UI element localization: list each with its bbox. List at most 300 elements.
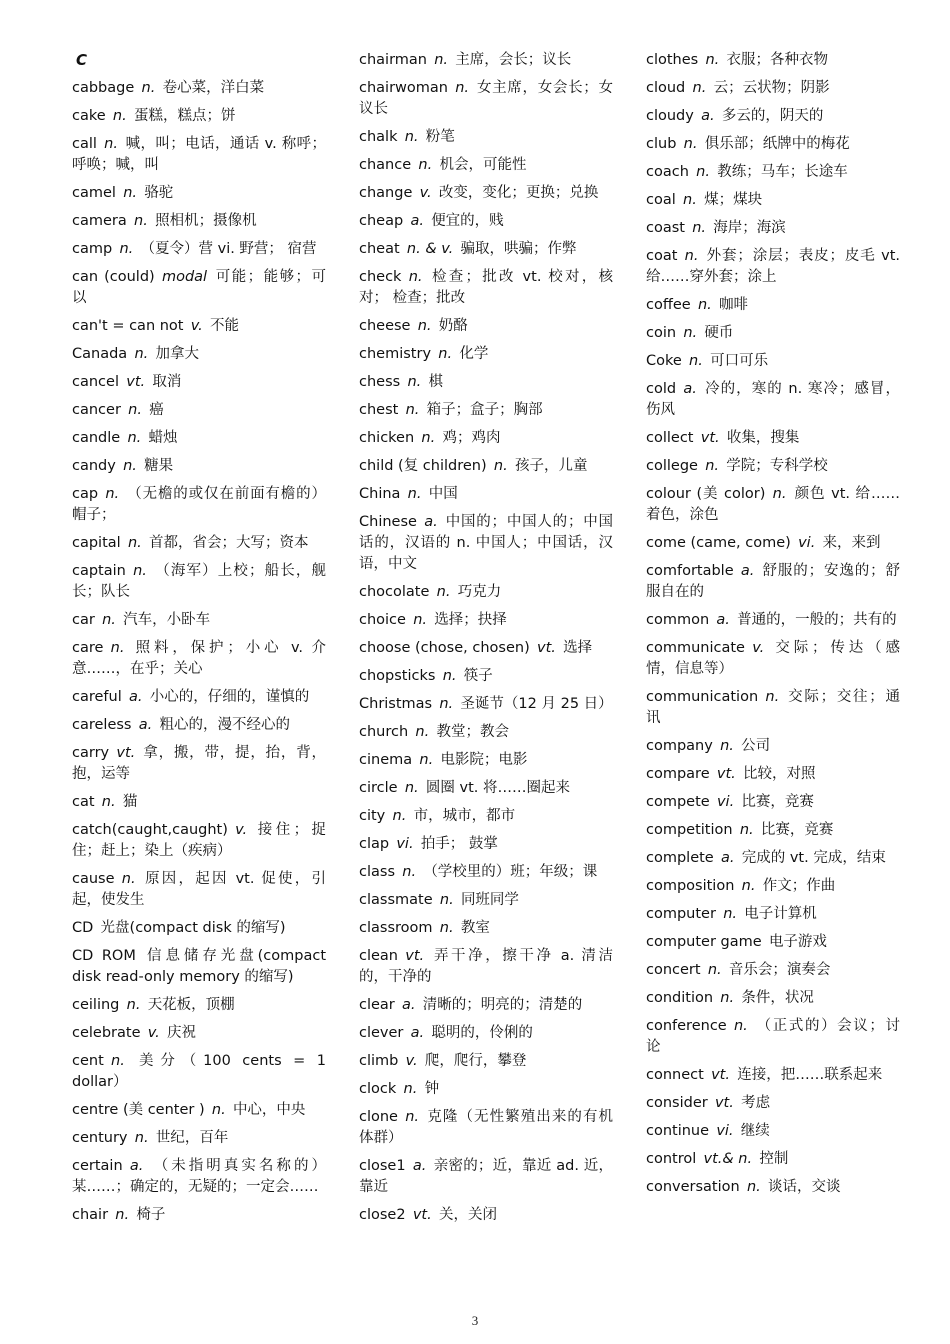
part-of-speech: n. xyxy=(419,752,434,768)
dictionary-entry xyxy=(359,918,613,939)
headword: child (复 children) xyxy=(359,458,487,474)
headword: careful xyxy=(72,689,122,705)
column-3 xyxy=(646,50,900,1205)
dictionary-entry xyxy=(72,946,326,988)
definition: 信息储存光盘(compact disk read-only memory 的缩写) xyxy=(72,948,327,985)
dictionary-entry xyxy=(72,456,326,477)
definition: 克隆（无性繁殖出来的有机体群） xyxy=(359,1109,613,1146)
part-of-speech: vi. xyxy=(798,535,816,551)
part-of-speech: n. xyxy=(442,668,457,684)
part-of-speech: vt. xyxy=(116,745,136,761)
part-of-speech: n. xyxy=(739,822,754,838)
headword: cinema xyxy=(359,752,413,768)
headword: coach xyxy=(646,164,689,180)
dictionary-entry xyxy=(359,155,613,176)
part-of-speech: n. xyxy=(689,353,703,369)
part-of-speech: n. xyxy=(692,220,707,236)
definition: 中国 xyxy=(428,486,458,502)
part-of-speech: n. xyxy=(404,129,419,145)
dictionary-entry xyxy=(359,995,613,1016)
headword: church xyxy=(359,724,409,740)
definition: 完成的 vt. 完成，结束 xyxy=(741,850,886,866)
column-2 xyxy=(359,50,613,1233)
definition: 继续 xyxy=(740,1123,770,1139)
definition: 拿，搬，带，提，抬，背，抱，运等 xyxy=(72,745,326,782)
headword: chairman xyxy=(359,52,427,68)
part-of-speech: n. xyxy=(697,297,712,313)
dictionary-entry xyxy=(359,1023,613,1044)
dictionary-entry xyxy=(646,246,900,288)
part-of-speech: n. xyxy=(101,794,116,810)
definition: 便宜的，贱 xyxy=(431,213,504,229)
definition: 蛋糕，糕点；饼 xyxy=(133,108,236,124)
part-of-speech: modal xyxy=(161,269,208,285)
part-of-speech: n. xyxy=(741,878,756,894)
part-of-speech: vi. xyxy=(716,794,735,810)
definition: 光盘(compact disk 的缩写) xyxy=(100,920,286,936)
dictionary-entry xyxy=(646,134,900,155)
dictionary-entry xyxy=(359,1205,613,1226)
headword: camp xyxy=(72,241,113,257)
dictionary-entry xyxy=(646,1016,900,1058)
definition: 椅子 xyxy=(136,1207,166,1223)
headword: clear xyxy=(359,997,395,1013)
headword: cheat xyxy=(359,241,400,257)
part-of-speech: n. xyxy=(723,906,737,922)
definition: 舒服的；安逸的；舒服自在的 xyxy=(646,563,900,600)
headword: clock xyxy=(359,1081,397,1097)
dictionary-entry xyxy=(646,848,900,869)
definition: 海岸；海滨 xyxy=(713,220,786,236)
headword: camera xyxy=(72,213,127,229)
dictionary-entry xyxy=(72,484,326,526)
part-of-speech: n. xyxy=(692,80,707,96)
headword: clap xyxy=(359,836,390,852)
headword: chess xyxy=(359,374,401,390)
dictionary-entry xyxy=(646,50,900,71)
definition: 箱子；盒子；胸部 xyxy=(426,402,543,418)
definition: 钟 xyxy=(424,1081,440,1097)
dictionary-entry xyxy=(646,792,900,813)
dictionary-entry xyxy=(646,351,900,372)
part-of-speech: a. xyxy=(701,108,715,124)
definition: 孩子，儿童 xyxy=(514,458,588,474)
dictionary-entry xyxy=(359,806,613,827)
headword: condition xyxy=(646,990,714,1006)
dictionary-entry xyxy=(646,1065,900,1086)
part-of-speech: a. xyxy=(424,514,438,530)
definition: 汽车，小卧车 xyxy=(123,612,211,628)
headword: captain xyxy=(72,563,126,579)
dictionary-entry xyxy=(646,1149,900,1170)
dictionary-entry xyxy=(359,512,613,575)
definition: 癌 xyxy=(149,402,164,418)
headword: complete xyxy=(646,850,714,866)
definition: 考虑 xyxy=(741,1095,771,1111)
definition: 筷子 xyxy=(463,668,493,684)
definition: 聪明的，伶俐的 xyxy=(431,1025,533,1041)
headword: coal xyxy=(646,192,676,208)
part-of-speech: vt. xyxy=(714,1095,734,1111)
definition: 不能 xyxy=(210,318,240,334)
part-of-speech: n. xyxy=(405,1109,420,1125)
part-of-speech: n. xyxy=(417,318,432,334)
dictionary-entry xyxy=(72,743,326,785)
definition: 小心的，仔细的，谨慎的 xyxy=(149,689,310,705)
part-of-speech: n. xyxy=(104,136,118,152)
part-of-speech: n. xyxy=(110,640,125,656)
headword: colour (美 color) xyxy=(646,486,766,502)
dictionary-entry xyxy=(359,582,613,603)
dictionary-entry xyxy=(72,687,326,708)
dictionary-entry xyxy=(359,778,613,799)
part-of-speech: n. xyxy=(134,1130,149,1146)
dictionary-entry xyxy=(72,820,326,862)
dictionary-entry xyxy=(72,372,326,393)
definition: 蜡烛 xyxy=(148,430,178,446)
part-of-speech: n. xyxy=(683,192,697,208)
headword: CD xyxy=(72,920,94,936)
dictionary-entry xyxy=(72,106,326,127)
part-of-speech: n. & v. xyxy=(406,241,454,257)
part-of-speech: n. xyxy=(418,157,433,173)
headword: Coke xyxy=(646,353,682,369)
dictionary-entry xyxy=(72,1156,326,1198)
dictionary-entry xyxy=(646,687,900,729)
definition: （未指明真实名称的）某……；确定的，无疑的；一定会…… xyxy=(72,1158,326,1195)
headword: concert xyxy=(646,962,701,978)
dictionary-entry xyxy=(646,764,900,785)
dictionary-entry xyxy=(646,379,900,421)
definition: 煤；煤块 xyxy=(704,192,763,208)
headword: cancer xyxy=(72,402,121,418)
dictionary-entry xyxy=(359,694,613,715)
headword: close2 xyxy=(359,1207,406,1223)
definition: 比较，对照 xyxy=(743,766,816,782)
definition: （正式的）会议；讨论 xyxy=(646,1018,900,1055)
part-of-speech: vt.& n. xyxy=(703,1151,753,1167)
headword: collect xyxy=(646,430,694,446)
headword: competition xyxy=(646,822,733,838)
dictionary-entry xyxy=(72,428,326,449)
dictionary-entry xyxy=(72,561,326,603)
part-of-speech: n. xyxy=(403,1081,418,1097)
definition: （无檐的或仅在前面有檐的）帽子； xyxy=(72,486,326,523)
definition: 加拿大 xyxy=(155,346,199,362)
part-of-speech: v. xyxy=(190,318,203,334)
headword: classmate xyxy=(359,892,433,908)
part-of-speech: vt. xyxy=(126,374,146,390)
dictionary-entry xyxy=(359,400,613,421)
part-of-speech: a. xyxy=(740,563,755,579)
dictionary-entry xyxy=(646,736,900,757)
dictionary-entry xyxy=(646,960,900,981)
part-of-speech: v. xyxy=(147,1025,160,1041)
dictionary-entry xyxy=(72,638,326,680)
definition: 骆驼 xyxy=(144,185,174,201)
part-of-speech: n. xyxy=(707,962,722,978)
dictionary-entry xyxy=(646,533,900,554)
definition: 清晰的；明亮的；清楚的 xyxy=(422,997,583,1013)
dictionary-entry xyxy=(72,995,326,1016)
part-of-speech: n. xyxy=(112,108,127,124)
dictionary-entry xyxy=(646,428,900,449)
dictionary-entry xyxy=(359,239,613,260)
definition: 控制 xyxy=(759,1151,789,1167)
definition: 圆圈 vt. 将……圈起来 xyxy=(425,780,570,796)
headword: conference xyxy=(646,1018,727,1034)
part-of-speech: a. xyxy=(138,717,153,733)
headword: centre (美 center ) xyxy=(72,1102,205,1118)
headword: chance xyxy=(359,157,412,173)
dictionary-entry xyxy=(72,78,326,99)
headword: Canada xyxy=(72,346,128,362)
dictionary-entry xyxy=(72,239,326,260)
headword: control xyxy=(646,1151,697,1167)
headword: camel xyxy=(72,185,116,201)
headword: clone xyxy=(359,1109,398,1125)
dictionary-entry xyxy=(646,1121,900,1142)
dictionary-entry xyxy=(72,316,326,337)
part-of-speech: vt. xyxy=(711,1067,730,1083)
part-of-speech: n. xyxy=(128,402,142,418)
definition: 弄干净，擦干净 a. 清洁的，干净的 xyxy=(359,948,613,985)
dictionary-entry xyxy=(359,834,613,855)
definition: 音乐会；演奏会 xyxy=(728,962,831,978)
definition: 市，城市，都市 xyxy=(413,808,516,824)
dictionary-entry xyxy=(359,50,613,71)
headword: coast xyxy=(646,220,685,236)
headword: clothes xyxy=(646,52,699,68)
headword: cheese xyxy=(359,318,411,334)
part-of-speech: a. xyxy=(402,997,416,1013)
definition: 比赛，竞赛 xyxy=(741,794,814,810)
definition: 中心，中央 xyxy=(232,1102,306,1118)
dictionary-entry xyxy=(359,946,613,988)
part-of-speech: n. xyxy=(102,612,116,628)
definition: 同班同学 xyxy=(460,892,519,908)
dictionary-entry xyxy=(72,533,326,554)
definition: （海军）上校；船长，舰长；队长 xyxy=(72,563,326,600)
headword: clever xyxy=(359,1025,404,1041)
dictionary-entry xyxy=(359,638,613,659)
definition: 圣诞节（12 月 25 日） xyxy=(460,696,613,712)
part-of-speech: n. xyxy=(493,458,508,474)
definition: 世纪，百年 xyxy=(155,1130,229,1146)
headword: China xyxy=(359,486,401,502)
part-of-speech: n. xyxy=(765,689,780,705)
dictionary-entry xyxy=(359,1051,613,1072)
definition: 连接，把……联系起来 xyxy=(737,1067,883,1083)
headword: ceiling xyxy=(72,997,120,1013)
part-of-speech: n. xyxy=(123,185,137,201)
dictionary-entry xyxy=(72,869,326,911)
part-of-speech: vt. xyxy=(716,766,736,782)
definition: 巧克力 xyxy=(457,584,502,600)
part-of-speech: n. xyxy=(733,1018,748,1034)
definition: 硬币 xyxy=(704,325,734,341)
dictionary-entry xyxy=(646,988,900,1009)
definition: 电子计算机 xyxy=(744,906,817,922)
dictionary-entry xyxy=(72,1128,326,1149)
definition: 奶酪 xyxy=(438,318,468,334)
definition: 云；云状物；阴影 xyxy=(713,80,830,96)
dictionary-entry xyxy=(646,904,900,925)
definition: 鸡；鸡肉 xyxy=(442,430,501,446)
dictionary-entry xyxy=(359,211,613,232)
part-of-speech: n. xyxy=(127,535,142,551)
part-of-speech: n. xyxy=(720,738,734,754)
headword: CD ROM xyxy=(72,948,136,964)
dictionary-entry xyxy=(359,890,613,911)
definition: 可能；能够；可以 xyxy=(72,269,326,306)
dictionary-entry xyxy=(359,344,613,365)
headword: change xyxy=(359,185,413,201)
headword: candy xyxy=(72,458,116,474)
headword: consider xyxy=(646,1095,708,1111)
part-of-speech: n. xyxy=(405,402,420,418)
part-of-speech: n. xyxy=(404,780,419,796)
definition: 首都，省会；大写；资本 xyxy=(149,535,309,551)
part-of-speech: n. xyxy=(407,374,422,390)
headword: catch(caught,caught) xyxy=(72,822,228,838)
headword: capital xyxy=(72,535,121,551)
dictionary-entry xyxy=(359,666,613,687)
definition: 学院；专科学校 xyxy=(726,458,828,474)
headword: chocolate xyxy=(359,584,430,600)
definition: 教练；马车；长途车 xyxy=(717,164,848,180)
dictionary-entry xyxy=(359,484,613,505)
headword: candle xyxy=(72,430,121,446)
definition: 粗心的，漫不经心的 xyxy=(159,717,290,733)
definition: 作文；作曲 xyxy=(762,878,836,894)
part-of-speech: n. xyxy=(141,80,156,96)
dictionary-entry xyxy=(646,932,900,953)
definition: 庆祝 xyxy=(167,1025,197,1041)
part-of-speech: n. xyxy=(134,346,149,362)
definition: 喊，叫；电话，通话 v. 称呼；呼唤；喊，叫 xyxy=(72,136,326,173)
part-of-speech: v. xyxy=(752,640,765,656)
definition: 电影院；电影 xyxy=(440,752,528,768)
definition: 条件，状况 xyxy=(741,990,814,1006)
part-of-speech: a. xyxy=(129,689,143,705)
section-letter: C xyxy=(76,51,88,69)
definition: 公司 xyxy=(741,738,771,754)
definition: 交际；交往；通讯 xyxy=(646,689,900,726)
definition: 亲密的；近，靠近 ad. 近，靠近 xyxy=(359,1158,613,1195)
part-of-speech: n. xyxy=(105,486,120,502)
dictionary-entry xyxy=(359,1079,613,1100)
part-of-speech: n. xyxy=(415,724,430,740)
part-of-speech: a. xyxy=(683,381,697,397)
part-of-speech: vt. xyxy=(405,948,425,964)
headword: cap xyxy=(72,486,99,502)
part-of-speech: n. xyxy=(127,430,142,446)
part-of-speech: n. xyxy=(720,990,735,1006)
headword: can't = can not xyxy=(72,318,184,334)
part-of-speech: a. xyxy=(129,1158,144,1174)
dictionary-entry xyxy=(646,484,900,526)
dictionary-entry xyxy=(359,267,613,309)
part-of-speech: n. xyxy=(111,1053,125,1069)
dictionary-entry xyxy=(646,820,900,841)
dictionary-entry xyxy=(646,78,900,99)
definition: 收集，搜集 xyxy=(726,430,800,446)
dictionary-entry xyxy=(72,400,326,421)
headword: chair xyxy=(72,1207,109,1223)
part-of-speech: n. xyxy=(123,458,137,474)
dictionary-entry xyxy=(72,134,326,176)
dictionary-entry xyxy=(646,561,900,603)
definition: 颜色 vt. 给……着色，涂色 xyxy=(646,486,900,523)
dictionary-entry xyxy=(359,183,613,204)
definition: 来，来到 xyxy=(822,535,881,551)
dictionary-entry xyxy=(359,610,613,631)
column-1 xyxy=(72,50,326,1233)
dictionary-entry xyxy=(646,323,900,344)
part-of-speech: n. xyxy=(413,612,428,628)
headword: celebrate xyxy=(72,1025,141,1041)
part-of-speech: a. xyxy=(410,213,424,229)
dictionary-entry xyxy=(646,162,900,183)
headword: cent xyxy=(72,1053,104,1069)
part-of-speech: vt. xyxy=(700,430,720,446)
headword: class xyxy=(359,864,395,880)
dictionary-entry xyxy=(72,1051,326,1093)
definition: 主席，会长；议长 xyxy=(455,52,572,68)
dictionary-entry xyxy=(646,295,900,316)
part-of-speech: n. xyxy=(438,346,453,362)
headword: cheap xyxy=(359,213,404,229)
part-of-speech: n. xyxy=(119,241,134,257)
definition: 糖果 xyxy=(144,458,174,474)
headword: composition xyxy=(646,878,735,894)
definition: 机会，可能性 xyxy=(439,157,527,173)
dictionary-entry xyxy=(72,715,326,736)
definition: 猫 xyxy=(122,794,138,810)
dictionary-entry xyxy=(72,610,326,631)
headword: care xyxy=(72,640,104,656)
part-of-speech: n. xyxy=(683,136,698,152)
part-of-speech: n. xyxy=(133,563,147,579)
part-of-speech: a. xyxy=(410,1025,425,1041)
headword: cake xyxy=(72,108,106,124)
definition: 咖啡 xyxy=(719,297,748,313)
definition: 改变，变化；更换；兑换 xyxy=(438,185,599,201)
headword: cold xyxy=(646,381,677,397)
headword: careless xyxy=(72,717,132,733)
definition: 化学 xyxy=(459,346,489,362)
definition: 俱乐部；纸牌中的梅花 xyxy=(704,136,850,152)
headword: computer xyxy=(646,906,716,922)
definition: 选择 xyxy=(563,640,593,656)
definition: 教堂；教会 xyxy=(436,724,509,740)
headword: circle xyxy=(359,780,398,796)
headword: common xyxy=(646,612,710,628)
headword: can (could) xyxy=(72,269,155,285)
definition: 冷的，寒的 n. 寒冷；感冒，伤风 xyxy=(646,381,900,418)
part-of-speech: n. xyxy=(746,1179,761,1195)
definition: 衣服；各种衣物 xyxy=(726,52,829,68)
dictionary-entry xyxy=(72,792,326,813)
part-of-speech: a. xyxy=(412,1158,427,1174)
definition: 交际；传达（感情，信息等） xyxy=(646,640,900,677)
headword: come (came, come) xyxy=(646,535,791,551)
headword: classroom xyxy=(359,920,433,936)
headword: cabbage xyxy=(72,80,135,96)
part-of-speech: n. xyxy=(439,696,454,712)
dictionary-entry xyxy=(72,344,326,365)
